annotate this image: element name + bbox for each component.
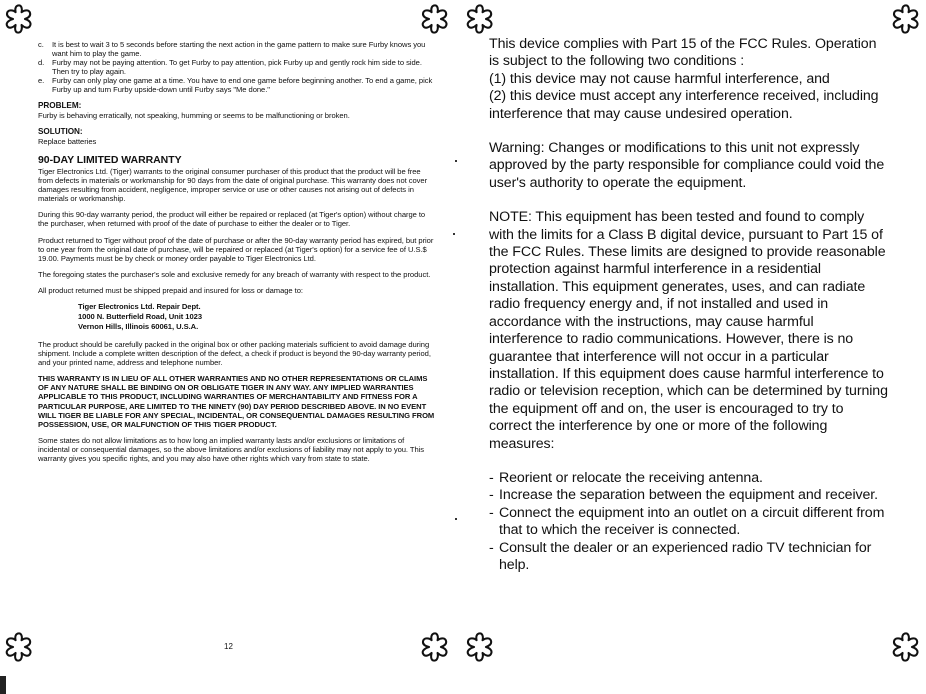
step-list <box>38 40 436 95</box>
list-item: - Reorient or relocate the receiving antenna. <box>489 470 889 487</box>
warranty-column <box>38 40 436 470</box>
warranty-paragraph: The foregoing states the purchaser's sole and exclusive remedy for any breach of warranty with respect to the product. <box>38 269 431 279</box>
address-line: 1000 N. Butterfield Road, Unit 1023 <box>78 311 203 321</box>
list-item <box>38 40 436 58</box>
furby-paw-icon <box>2 630 36 664</box>
scan-speck <box>455 518 457 520</box>
warranty-paragraph: Product returned to Tiger without proof of the date of purchase or after the 90-day warranty period has expired, but prior to one year from the original date of purchase, will be repaired or replaced (at Tiger's option) for a service fee of U.S.$ 19.00. Payments must be by check or money order payable to Tiger Electronics Ltd. <box>38 235 434 263</box>
list-item: - Consult the dealer or an experienced radio TV technician for help. <box>489 540 889 575</box>
solution-heading: SOLUTION: <box>38 126 83 136</box>
address-line: Tiger Electronics Ltd. Repair Dept. <box>78 301 201 311</box>
furby-paw-icon <box>463 630 497 664</box>
list-item <box>38 58 436 76</box>
problem-text: Furby is behaving erratically, not speaking, humming or seems to be malfunctioning or broken. <box>38 110 350 120</box>
measures-list <box>489 470 889 574</box>
furby-paw-icon <box>463 2 497 36</box>
list-label: e. <box>38 76 45 86</box>
warranty-paragraph: During this 90-day warranty period, the product will either be repaired or replaced (at Tiger's option) without charge to the purchaser, when returned with proof of the date of purchase to either the dealer or to Tiger. <box>38 210 426 229</box>
state-rights-paragraph: Some states do not allow limitations as to how long an implied warranty lasts and/or exclusions or limitations of incidental or consequential damages, so the above limitations and/or exclusions of liability may not apply to you. This warranty gives you specific rights, and you may also have other rights which vary from state to state. <box>38 435 425 463</box>
furby-paw-icon <box>889 2 923 36</box>
list-label: d. <box>38 58 45 68</box>
furby-paw-icon <box>418 630 452 664</box>
warranty-paragraph: Tiger Electronics Ltd. (Tiger) warrants to the original consumer purchaser of this product that the product will be free from defects in materials or workmanship for 90 days from the date of original purchase. This warranty does not cover damages resulting from accident, negligence, improper service or use or other causes not arising out of defects in materials or workmanship. <box>38 166 428 204</box>
list-item <box>38 76 436 94</box>
list-item: - Increase the separation between the equipment and receiver. <box>489 487 889 504</box>
scan-speck <box>453 233 455 235</box>
furby-paw-icon <box>2 2 36 36</box>
note-paragraph: NOTE: This equipment has been tested and found to comply with the limits for a Class B digital device, pursuant to Part 15 of the FCC Rules. These limits are designed to provide reasonable protection against harmful interference in a residential installation. This equipment generates, uses, and can radiate radio frequency energy and, if not installed and used in accordance with the instructions, may cause harmful interference to radio communications. However, there is no guarantee that interference will not occur in a particular installation. If this equipment does cause harmful interference to radio or television reception, which can be determined by turning the equipment off and on, the user is encouraged to try to correct the interference by one or more of the following measures: <box>489 209 888 452</box>
fcc-condition: (2) this device must accept any interference received, including interference that may cause undesired operation. <box>489 88 879 122</box>
warning-paragraph: Warning: Changes or modifications to this unit not expressly approved by the party responsible for compliance could void the user's authority to operate the equipment. <box>489 140 885 191</box>
problem-heading: PROBLEM: <box>38 100 82 110</box>
fcc-intro: This device complies with Part 15 of the FCC Rules. Operation is subject to the following two conditions : <box>489 36 877 70</box>
warranty-paragraph: All product returned must be shipped prepaid and insured for loss or damage to: <box>38 285 303 295</box>
measure-text: Connect the equipment into an outlet on a circuit different from that to which the receiver is connected. <box>499 504 885 539</box>
list-text: Furby can only play one game at a time. You have to end one game before beginning another. To end a game, pick Furby up and turn Furby upside-down until Furby says "Me done." <box>52 76 433 95</box>
list-text: It is best to wait 3 to 5 seconds before starting the next action in the game pattern to make sure Furby knows you want him to play the game. <box>52 40 426 59</box>
fcc-condition: (1) this device may not cause harmful interference, and <box>489 70 830 87</box>
disclaimer-paragraph: THIS WARRANTY IS IN LIEU OF ALL OTHER WARRANTIES AND NO OTHER REPRESENTATIONS OR CLAIMS OF ANY NATURE SHALL BE BINDING ON OR OBLIGATE TIGER IN ANY WAY. ANY IMPLIED WARRANTIES APPLICABLE TO THIS PRODUCT, INCLUDING WARRANTIES OF MERCHANTABILITY AND FITNESS FOR A PARTICULAR PURPOSE, ARE LIMITED TO THE NINETY (90) DAY PERIOD DESCRIBED ABOVE. IN NO EVENT WILL TIGER BE LIABLE FOR ANY SPECIAL, INCIDENTAL, OR CONSEQUENTIAL DAMAGES RESULTING FROM POSSESSION, USE, OR MALFUNCTION OF THIS TIGER PRODUCT. <box>38 374 435 429</box>
list-label: c. <box>38 40 44 49</box>
furby-paw-icon <box>418 2 452 36</box>
solution-text: Replace batteries <box>38 136 97 146</box>
repair-address <box>78 302 436 332</box>
list-item: - Connect the equipment into an outlet on a circuit different from that to which the receiver is connected. <box>489 505 889 540</box>
right-page <box>463 0 926 694</box>
list-text: Furby may not be paying attention. To get Furby to pay attention, pick Furby up and gently rock him side to side. Then try to play again. <box>52 58 422 77</box>
warranty-heading: 90-DAY LIMITED WARRANTY <box>38 153 182 166</box>
measure-text: Increase the separation between the equipment and receiver. <box>499 487 878 504</box>
measure-text: Consult the dealer or an experienced radio TV technician for help. <box>499 539 872 573</box>
fcc-column <box>489 36 889 574</box>
scan-speck <box>455 160 457 162</box>
address-line: Vernon Hills, Illinois 60061, U.S.A. <box>78 321 199 331</box>
page-number: 12 <box>224 642 233 651</box>
furby-paw-icon <box>889 630 923 664</box>
measure-text: Reorient or relocate the receiving antenna. <box>499 469 763 486</box>
scan-edge-mark <box>0 676 6 694</box>
fcc-compliance-block <box>489 36 889 123</box>
packing-paragraph: The product should be carefully packed in the original box or other packing materials sufficient to avoid damage during shipment. Include a complete written description of the defect, a check if product is beyond the 90-day warranty period, and your printed name, address and telephone number. <box>38 339 431 368</box>
